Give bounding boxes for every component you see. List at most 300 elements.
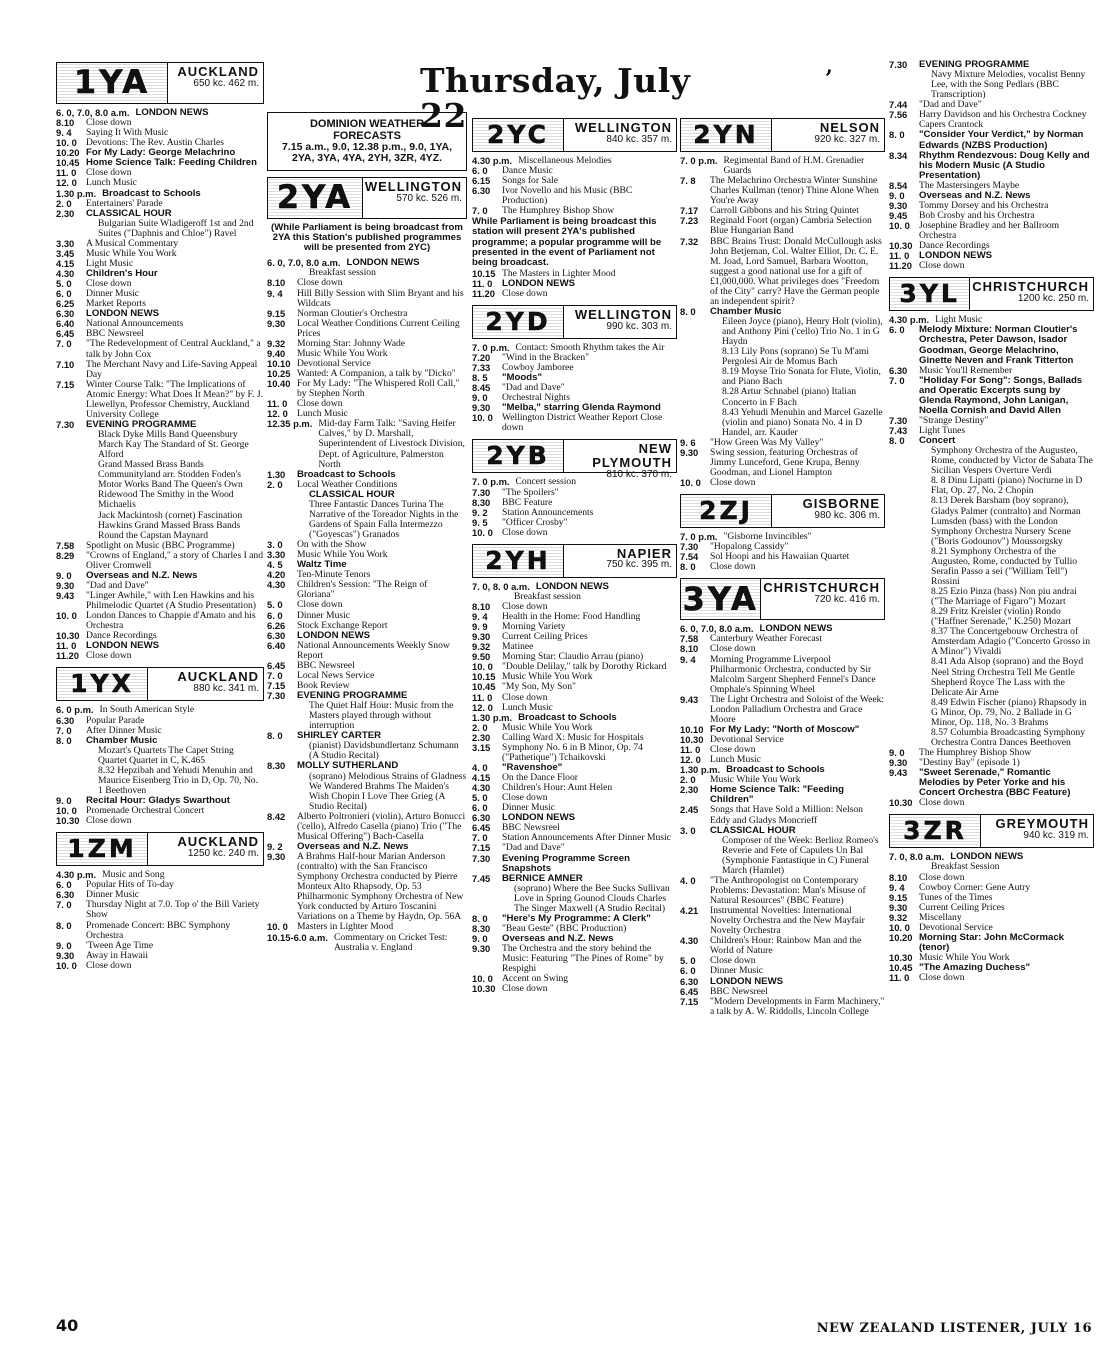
programme-time [889, 496, 919, 546]
programme-time: 7.30 [56, 418, 75, 430]
programme-entry [889, 151, 1094, 181]
programme-time: 2. 0 [267, 478, 283, 490]
programme-entry [267, 701, 467, 731]
programme-title: "The Redevelopment of Central Auckland," a talk by John Cox [86, 338, 261, 360]
programme-time: 2.45 [680, 804, 699, 816]
programme-title: (soprano) Where the Bee Sucks Sullivan Love in Spring Gounod Clouds Charles The Singer Maxwell (A Studio Recital) [514, 882, 670, 914]
programme-title: "Wind in the Bracken" [502, 351, 590, 363]
programme-time: 7. 0 [56, 724, 72, 736]
programme-title: Morning Programme Liverpool Philharmonic Orchestra, conducted by Sir Malcolm Sargent Shepherd Fennel's Dance Omphale's Spinning Wheel [710, 653, 876, 695]
programme-title: Close down [502, 691, 548, 703]
programme-title: Cowboy Corner: Gene Autry [919, 881, 1031, 893]
programme-time: 7.44 [889, 99, 908, 111]
programme-time: 4.15 [472, 772, 491, 783]
programme-time: 11.20 [56, 650, 79, 662]
programme-time: 7.30 [267, 690, 286, 701]
programme-list-1ya [56, 108, 264, 661]
programme-time: 8.29 [56, 549, 75, 561]
programme-time: 6.30 [56, 308, 75, 320]
programme-time: 4.20 [267, 569, 286, 581]
programme-title: Symphony Orchestra of the Augusteo, Rome, conducted by Victor de Sabata The Sicilian Vespers Overture Verdi [931, 445, 1093, 477]
programme-title: Overseas and N.Z. News [86, 569, 198, 581]
programme-title: 8.28 Artur Schnabel (piano) Italian Concerto in F Bach [722, 386, 857, 408]
station-2yb [472, 439, 677, 480]
programme-entry [56, 816, 264, 826]
programme-title: Harry Davidson and his Orchestra Cockney Capers Crantock [919, 109, 1087, 131]
programme-entry [680, 876, 885, 906]
programme-time: 9. 0 [472, 933, 488, 944]
programme-title: Tunes of the Times [919, 891, 993, 903]
programme-title: Station Announcements After Dinner Music [502, 832, 671, 844]
programme-title: Music While You Work [297, 347, 388, 359]
programme-time: 11. 0 [889, 972, 910, 984]
programme-title: The Orchestra and the story behind the Music: Featuring "The Pines of Rome" by Respighi [502, 943, 664, 975]
programme-time: 9. 0 [56, 795, 72, 806]
programme-title: "Hopalong Cassidy" [710, 541, 789, 553]
programme-list-3ya [680, 624, 885, 1016]
station-call-sign: 3YL [890, 278, 970, 310]
programme-title: Children's Session: "The Reign of Gloriana" [297, 579, 428, 601]
publication-footer: NEW ZEALAND LISTENER, JULY 16 [816, 1321, 1092, 1336]
programme-time: 9.30 [56, 949, 75, 961]
programme-entry [472, 743, 677, 763]
programme-time: 8.30 [267, 760, 286, 772]
station-info [970, 278, 1093, 310]
programme-title: Devotional Service [297, 357, 371, 369]
programme-time: 6.45 [680, 985, 699, 997]
programme-time: 9.43 [889, 767, 908, 779]
programme-title: Market Reports [86, 298, 146, 310]
programme-title: Popular Hits of To-day [86, 879, 174, 891]
programme-time [889, 862, 919, 872]
station-city: AUCKLAND [177, 834, 259, 850]
programme-time: 9. 2 [472, 506, 488, 518]
programme-time: 7. 0 [472, 832, 488, 844]
programme-time: 8. 0 [56, 919, 72, 931]
programme-title: Home Science Talk: Feeding Children [86, 157, 257, 169]
programme-title: Miscellaneous Melodies [518, 155, 612, 166]
programme-time: 3.30 [267, 549, 286, 561]
programme-title: 8.13 Derek Barsham (boy soprano), Gladys Palmer (contralto) and Norman Lumsden (bass) with the London Symphony Orchestra Nursery Scene ("Boris Godounov") Moussorgsky [931, 495, 1081, 547]
programme-title: Overseas and N.Z. News [919, 189, 1031, 201]
station-frequency: 570 kc. 526 m. [396, 192, 462, 204]
programme-time: 9.32 [267, 337, 286, 349]
programme-time: 11.20 [472, 287, 495, 299]
programme-time: 9. 0 [56, 939, 72, 951]
programme-time [56, 746, 86, 766]
programme-entry [680, 562, 885, 572]
programme-title: LONDON NEWS [950, 851, 1024, 863]
programme-time: 12. 0 [56, 177, 77, 189]
programme-time: 8.34 [889, 149, 908, 161]
programme-title: Broadcast to Schools [518, 711, 617, 723]
programme-time [889, 476, 919, 496]
programme-time: 2.30 [680, 784, 699, 796]
programme-title: Close down [86, 815, 132, 827]
programme-title: The Melachrino Orchestra Winter Sunshine Charles Kullman (tenor) Thine Alone When You're Away [710, 175, 879, 207]
programme-time: 8.54 [889, 179, 908, 191]
programme-entry [56, 511, 264, 541]
programme-time: 1.30 p.m. [472, 711, 513, 723]
programme-title: Children's Hour [86, 268, 158, 279]
programme-title: Music While You Work [86, 247, 177, 259]
programme-time: 2. 0 [680, 774, 696, 786]
programme-time: 11. 0 [472, 277, 493, 289]
programme-title: Ivor Novello and his Music (BBC Production) [502, 185, 633, 207]
programme-entry [56, 900, 264, 920]
programme-time: 11. 0 [56, 167, 77, 179]
programme-time: 6.25 [56, 298, 75, 310]
programme-title: Wellington District Weather Report Close down [502, 412, 663, 434]
programme-time: 9. 5 [472, 516, 488, 528]
programme-title: Lunch Music [86, 177, 137, 189]
programme-entry [680, 478, 885, 488]
programme-entry [472, 289, 677, 299]
programme-time [680, 408, 710, 438]
programme-entry [472, 854, 677, 874]
programme-entry [680, 695, 885, 725]
programme-entry [889, 973, 1094, 983]
programme-time: 9.30 [267, 851, 286, 862]
programme-entry [56, 380, 264, 420]
programme-time [56, 460, 86, 510]
programme-time: 8. 0 [267, 730, 283, 742]
programme-time: 9. 4 [56, 127, 72, 139]
programme-time: 9.30 [472, 631, 491, 643]
programme-title: For My Lady: George Melachrino [86, 147, 236, 159]
programme-title: Close down [86, 278, 132, 290]
programme-time: 6.30 [889, 364, 908, 376]
programme-title: Accent on Swing [502, 973, 569, 985]
programme-title: "Consider Your Verdict," by Norman Edwards (NZBS Production) [919, 129, 1084, 151]
programme-title: Entertainers' Parade [86, 197, 163, 209]
programme-time: 5. 0 [472, 792, 488, 804]
programme-title: (pianist) Davidsbundlertanz Schumann (A Studio Recital) [309, 740, 459, 762]
station-info [564, 306, 676, 338]
programme-entry [680, 176, 885, 206]
programme-entry [680, 997, 885, 1017]
programme-time: 10.10 [267, 357, 291, 369]
programme-title: Bob Crosby and his Orchestra [919, 209, 1035, 221]
programme-time: 10.45 [56, 157, 80, 169]
station-call-sign: 2ZJ [681, 495, 772, 527]
programme-entry [56, 551, 264, 571]
programme-title: BBC Newsreel [86, 328, 144, 340]
programme-time [267, 500, 297, 540]
programme-time: 11. 0 [267, 398, 288, 410]
programme-time: 6.40 [56, 318, 75, 330]
programme-time: 10. 0 [56, 610, 77, 622]
programme-title: Broadcast to Schools [102, 187, 201, 199]
programme-title: Songs for Sale [502, 175, 558, 187]
programme-time: 6.30 [267, 629, 286, 641]
programme-time [267, 701, 297, 731]
programme-title: LONDON NEWS [135, 107, 209, 118]
programme-title: 8.41 Ada Alsop (soprano) and the Boyd Neel String Orchestra Tell Me Gentle Shepherd Royce The Lass with the Delicate Air Arne [931, 656, 1084, 698]
programme-title: Norman Cloutier's Orchestra [297, 307, 408, 319]
programme-entry [680, 655, 885, 695]
programme-time: 10. 0 [56, 805, 77, 817]
column-4 [680, 116, 885, 1017]
programme-title: Promenade Orchestral Concert [86, 805, 205, 817]
programme-title: Dance Music [502, 165, 553, 177]
programme-title: A Musical Commentary [86, 237, 179, 249]
programme-time: 5. 0 [680, 955, 696, 967]
programme-title: LONDON NEWS [86, 308, 160, 320]
programme-title: National Announcements Weekly Snow Report [297, 639, 450, 661]
programme-time: 3.15 [472, 741, 491, 753]
programme-entry [472, 682, 677, 692]
programme-title: Dinner Music [86, 288, 140, 300]
programme-time: 2.30 [472, 731, 491, 743]
programme-title: Chamber Music [86, 734, 158, 746]
station-frequency: 1250 kc. 240 m. [187, 847, 259, 859]
programme-entry [680, 906, 885, 936]
programme-title: "Beau Geste" (BBC Production) [502, 922, 627, 934]
station-3zr [889, 814, 1094, 848]
programme-time [889, 70, 919, 100]
programme-time: 6. 0, 7.0, 8.0 a.m. [680, 623, 754, 635]
programme-entry [267, 933, 467, 953]
programme-title: Local Weather Conditions [297, 478, 398, 490]
station-2yh [472, 544, 677, 578]
programme-title: Health in the Home: Food Handling [502, 611, 641, 622]
programme-entry [889, 627, 1094, 657]
station-info [772, 119, 884, 151]
programme-title: "How Green Was My Valley" [710, 436, 824, 448]
station-call-sign: 2YC [473, 119, 564, 151]
programme-time: 4.30 p.m. [472, 155, 513, 166]
station-info [772, 495, 884, 527]
programme-time: 10.30 [680, 734, 704, 745]
programme-entry [472, 186, 677, 206]
programme-time [680, 367, 710, 387]
programme-title: Cowboy Jamboree [502, 362, 574, 373]
programme-time: 10.30 [56, 815, 80, 827]
programme-time: 12. 0 [472, 701, 493, 713]
programme-title: "Dad and Dave" [919, 99, 982, 111]
station-1yx [56, 667, 264, 701]
programme-time: 6.40 [267, 639, 286, 651]
programme-time: 8. 5 [472, 372, 488, 384]
programme-title: Children's Hour: Rainbow Man and the World of Nature [710, 935, 862, 957]
programme-time: 8.30 [472, 496, 491, 508]
programme-time: 7. 0 p.m. [680, 155, 718, 166]
programme-entry [680, 317, 885, 347]
programme-title: 8. 8 Dinu Lipatti (piano) Nocturne in D Flat, Op. 27, No. 2 Chopin [931, 475, 1083, 497]
station-call-sign: 1YX [57, 668, 148, 700]
programme-title: BBC Feature [502, 496, 553, 508]
programme-title: Devotional Service [919, 921, 993, 933]
programme-time: 4.30 [56, 268, 75, 279]
programme-title: Light Music [935, 314, 983, 326]
station-info [363, 178, 466, 218]
programme-title: Stock Exchange Report [297, 619, 388, 631]
programme-time: 10. 0 [472, 412, 493, 424]
programme-time [889, 698, 919, 728]
programme-entry [889, 110, 1094, 130]
programme-entry [267, 379, 467, 399]
programme-title: Music While You Work [710, 774, 801, 786]
programme-time: 6.30 [472, 185, 491, 197]
programme-time: 4.30 p.m. [56, 869, 97, 881]
programme-title: Close down [297, 599, 343, 611]
programme-entry [56, 766, 264, 796]
programme-title: Grand Massed Brass Bands Communityland arr. Stodden Foden's Motor Works Band The Queen's Own Ridewood The Smithy in the Wood Michaelis [98, 459, 243, 511]
programme-time: 2. 0 [472, 721, 488, 733]
programme-title: Symphony No. 6 in B Minor, Op. 74 ("Pathetique") Tchaikovski [502, 741, 643, 763]
programme-list-1yx [56, 705, 264, 826]
programme-time: 10.30 [472, 983, 496, 995]
programme-title: Morning Star: Johnny Wade [297, 337, 406, 349]
station-info [168, 63, 263, 103]
programme-title: Light Music [86, 257, 134, 269]
programme-time: 8.10 [472, 600, 491, 612]
programme-time: 7.43 [889, 425, 908, 436]
station-info [148, 833, 263, 865]
programme-title: Alberto Poltronieri (violin), Arturo Bonucci ('cello), Alfredo Casella (piano) Trio ("The Musical Offering") Bach-Casella [297, 810, 466, 842]
programme-entry [889, 547, 1094, 587]
programme-title: Ten-Minute Tenors [297, 569, 371, 581]
programme-title: 8.32 Hepzibah and Yehudi Menuhin and Maurice Eisenberg Trio in D, Op. 70, No. 1 Beethoven [98, 764, 258, 796]
weather-text: 7.15 a.m., 9.0, 12.38 p.m., 9.0, 1YA, 2YA, 3YA, 4YA, 2YH, 3ZR, 4YZ. [281, 141, 453, 165]
title-text: Thursday, July 22 [420, 61, 691, 135]
programme-time [889, 657, 919, 697]
station-call-sign: 1ZM [57, 833, 148, 865]
programme-time: 10.30 [889, 797, 913, 809]
programme-time: 6.30 [56, 714, 75, 726]
station-frequency: 840 kc. 357 m. [606, 133, 672, 145]
station-call-sign: 3YA [681, 579, 761, 619]
programme-time: 6.45 [56, 328, 75, 340]
programme-title: Morning Star: Claudio Arrau (piano) [502, 651, 644, 663]
programme-time: 8.42 [267, 810, 286, 822]
programme-time: 7.15 [56, 378, 75, 390]
programme-time: 12. 0 [267, 408, 288, 420]
programme-time: 9. 0 [472, 392, 488, 404]
programme-entry [889, 933, 1094, 953]
programme-title: Wanted: A Companion, a talk by "Dicko" [297, 368, 456, 379]
page-number: 40 [56, 1316, 79, 1335]
programme-entry [472, 413, 677, 433]
programme-time: 7.45 [472, 872, 491, 884]
station-city: WELLINGTON [574, 306, 672, 322]
programme-title: LONDON NEWS [502, 277, 576, 289]
station-info [564, 545, 676, 577]
programme-title: "Dad and Dave" [86, 579, 149, 591]
programme-entry [680, 805, 885, 825]
programme-time: 11. 0 [889, 250, 910, 262]
programme-title: Promenade Concert: BBC Symphony Orchestra [86, 919, 231, 941]
station-city: CHRISTCHURCH [763, 580, 880, 596]
programme-time: 3.30 [56, 237, 75, 249]
programme-title: On with the Show [297, 539, 367, 551]
programme-time: 7.54 [680, 551, 699, 563]
programme-time: 1.30 p.m. [56, 187, 97, 199]
programme-time: 7.58 [680, 633, 699, 645]
programme-title: LONDON NEWS [919, 250, 993, 262]
programme-title: Swing session, featuring Orchestras of Jimmy Lunceford, Gene Krupa, Benny Goodman, and Lionel Hampton [710, 446, 860, 478]
programme-time: 8.10 [267, 277, 286, 289]
programme-title: Away in Hawaii [86, 949, 148, 961]
programme-time: 10.20 [56, 147, 80, 159]
programme-list-2yh [472, 582, 677, 995]
programme-title: Songs that Have Sold a Million: Nelson Eddy and Gladys Moncrieff [710, 804, 863, 826]
programme-time: 9.30 [472, 402, 491, 414]
programme-title: Thursday Night at 7.0. Top o' the Bill Variety Show [86, 899, 260, 921]
programme-title: Close down [919, 797, 965, 809]
programme-title: LONDON NEWS [346, 257, 420, 269]
programme-title: Close down [710, 744, 756, 756]
programme-time: 8. 0 [680, 561, 696, 573]
programme-title: Composer of the Week: Berlioz Romeo's Reverie and Fete of Capulets Un Bal (Symphonie Fantastique in C) Funeral March (Hamlet) [722, 834, 879, 876]
programme-entry [680, 408, 885, 438]
programme-title: "The Anthropologist on Contemporary Problems: Devastation: Man's Misuse of Natural Resources" (BBC Feature) [710, 874, 866, 906]
programme-title: A Brahms Half-hour Marian Anderson (contralto) with the San Francisco Symphony Orchestra conducted by Pierre Monteux Alto Rhapsody, Op. 53 Philharmonic Symphony Orchestra of New York conducted by Arturo Toscanini Variations on a Theme by Haydn, Op. 56A [297, 851, 464, 923]
programme-title: SHIRLEY CARTER [297, 730, 382, 742]
programme-list-3ya-evening [889, 60, 1094, 271]
programme-title: The Masters in Lighter Mood [502, 267, 616, 279]
programme-time: 7. 0, 8.0 a.m. [889, 851, 945, 863]
programme-time: 6. 0 [472, 165, 488, 177]
programme-time: 9.30 [889, 901, 908, 913]
station-call-sign: 2YD [473, 306, 564, 338]
programme-title: EVENING PROGRAMME [297, 690, 408, 701]
programme-list-3yl [889, 315, 1094, 808]
programme-time: 6. 0, 7.0, 8.0 a.m. [56, 107, 130, 118]
station-city: NAPIER [616, 545, 672, 561]
programme-title: Masters in Lighter Mood [297, 921, 394, 933]
programme-time [267, 490, 297, 500]
programme-time: 9.32 [889, 911, 908, 923]
programme-entry [889, 862, 1094, 872]
programme-time: 7. 0, 8. 0 a.m. [472, 580, 530, 592]
programme-time: 4. 0 [472, 761, 488, 773]
programme-title: "Linger Awhile," with Len Hawkins and his Philmelodic Quartet (A Studio Presentation) [86, 590, 256, 612]
programme-time: 9. 4 [680, 653, 696, 665]
programme-title: Jack Mackintosh (cornet) Fascination Hawkins Grand Massed Brass Bands Round the Capstan Maynard [98, 509, 243, 541]
programme-title: Waltz Time [297, 559, 347, 571]
programme-entry [889, 607, 1094, 627]
programme-title: "Crowns of England," a story of Charles I and Oliver Cromwell [86, 549, 264, 571]
station-info [564, 440, 676, 480]
programme-time [267, 772, 297, 812]
programme-time: 6. 0 p.m. [56, 704, 94, 716]
station-3yl [889, 277, 1094, 311]
programme-time: 9.40 [267, 347, 286, 359]
programme-title: Overseas and N.Z. News [297, 840, 409, 852]
programme-title: Close down [710, 955, 756, 967]
programme-time: 8. 0 [680, 305, 696, 317]
station-city: WELLINGTON [574, 120, 672, 135]
programme-time: 9. 2 [267, 840, 283, 852]
programme-entry [889, 657, 1094, 697]
programme-title: Instrumental Novelties: International Novelty Orchestra and the New Mayfair Novelty Orchestra [710, 905, 865, 937]
programme-title: Close down [502, 792, 548, 804]
programme-time: 12. 0 [680, 754, 701, 766]
programme-title: EVENING PROGRAMME [919, 59, 1030, 70]
programme-time: 7.30 [889, 414, 908, 426]
programme-title: Current Ceiling Prices [502, 631, 588, 643]
programme-list-1zm [56, 870, 264, 971]
programme-title: Close down [86, 650, 132, 662]
programme-title: National Announcements [86, 318, 184, 330]
programme-entry [889, 698, 1094, 728]
weather-heading: DOMINION WEATHER FORECASTS [309, 118, 425, 142]
programme-title: Close down [710, 643, 756, 655]
programme-entry [56, 430, 264, 460]
programme-title: 8.19 Moyse Trio Sonata for Flute, Violin, and Piano Bach [722, 366, 881, 388]
